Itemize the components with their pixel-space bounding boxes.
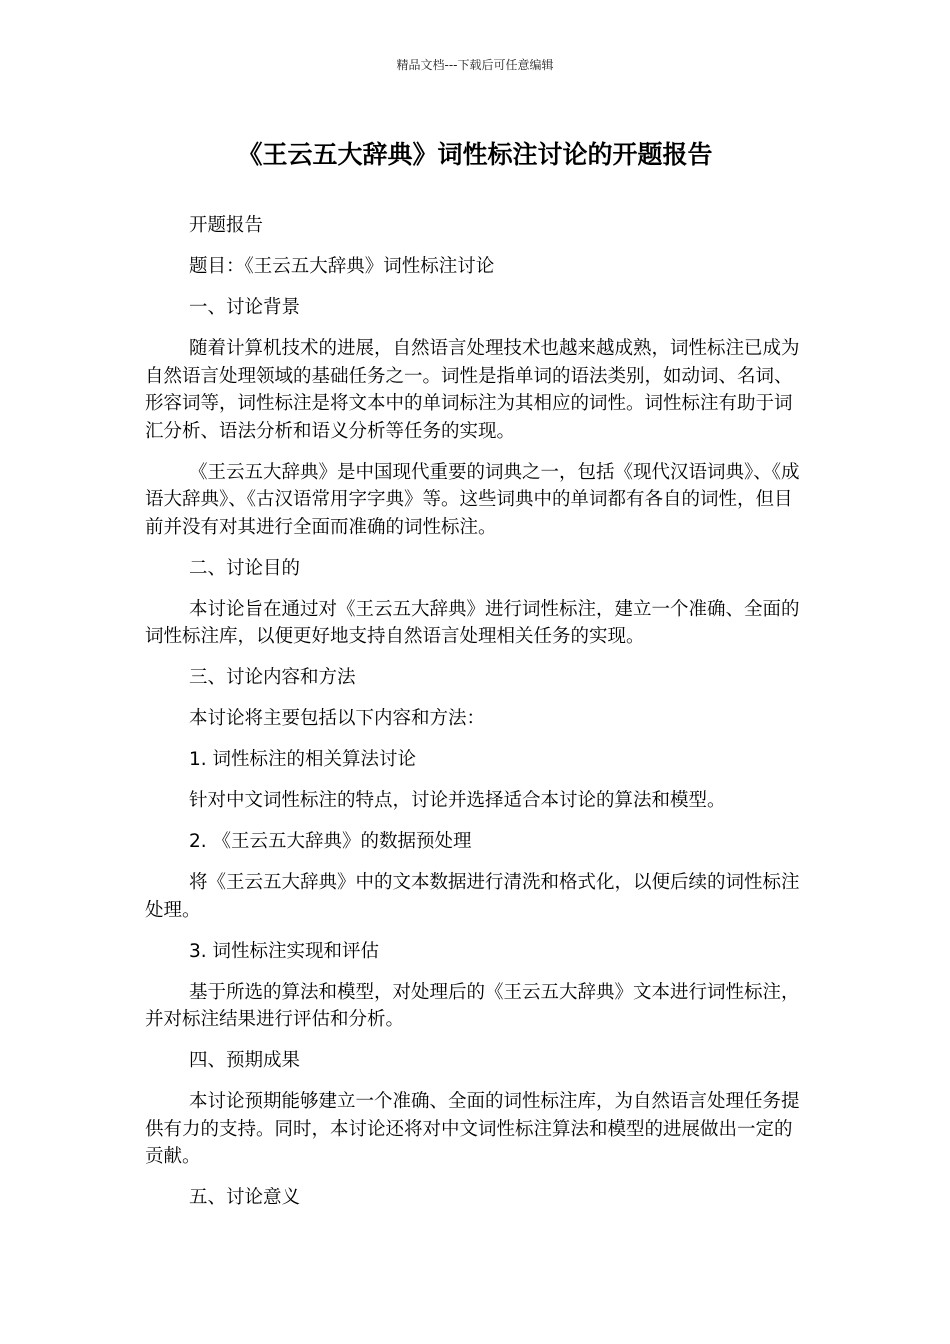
heading-purpose: 二、讨论目的 [189,557,301,579]
paragraph-expected-results: 本讨论预期能够建立一个准确、全面的词性标注库，为自然语言处理任务提供有力的支持。同时，本讨论还将对中文词性标注算法和模型的进展做出一定的贡献。 [145,1091,800,1167]
heading-content-method: 三、讨论内容和方法 [189,667,356,688]
list-item-3-title: 3. 词性标注实现和评估 [189,940,380,962]
list-item-1-text: 针对中文词性标注的特点，讨论并选择适合本讨论的算法和模型。 [189,790,726,811]
heading-significance: 五、讨论意义 [189,1187,301,1208]
list-item-2-title: 2. 《王云五大辞典》的数据预处理 [189,831,472,852]
paragraph-background-2: 《王云五大辞典》是中国现代重要的词典之一，包括《现代汉语词典》、《成语大辞典》、《古汉语常用字字典》等。这些词典中的单词都有各自的词性，但目前并没有对其进行全面而准确的词性标注。 [145,461,800,538]
heading-background: 一、讨论背景 [189,297,301,318]
document-title: 《王云五大辞典》词性标注讨论的开题报告 [237,140,713,169]
heading-expected-results: 四、预期成果 [189,1050,301,1071]
list-item-3-text: 基于所选的算法和模型，对处理后的《王云五大辞典》文本进行词性标注，并对标注结果进行评估和分析。 [145,981,800,1030]
section-label-report: 开题报告 [189,215,264,236]
paragraph-background-1: 随着计算机技术的进展，自然语言处理技术也越来越成熟，词性标注已成为自然语言处理领域的基础任务之一。词性是指单词的语法类别，如动词、名词、形容词等，词性标注是将文本中的单词标注为其相应的词性。词性标注有助于词汇分析、语法分析和语义分析等任务的实现。 [145,338,800,442]
list-item-2-text: 将《王云五大辞典》中的文本数据进行清洗和格式化，以便后续的词性标注处理。 [145,872,800,921]
document-body [145,212,810,1225]
page-header-note: 精品文档---下载后可任意编辑 [396,58,554,72]
list-item-1-title: 1. 词性标注的相关算法讨论 [189,749,417,770]
paragraph-content-intro: 本讨论将主要包括以下内容和方法： [189,708,486,729]
topic-line: 题目：《王云五大辞典》词性标注讨论 [189,256,495,277]
paragraph-purpose: 本讨论旨在通过对《王云五大辞典》进行词性标注，建立一个准确、全面的词性标注库，以便更好地支持自然语言处理相关任务的实现。 [145,598,800,647]
